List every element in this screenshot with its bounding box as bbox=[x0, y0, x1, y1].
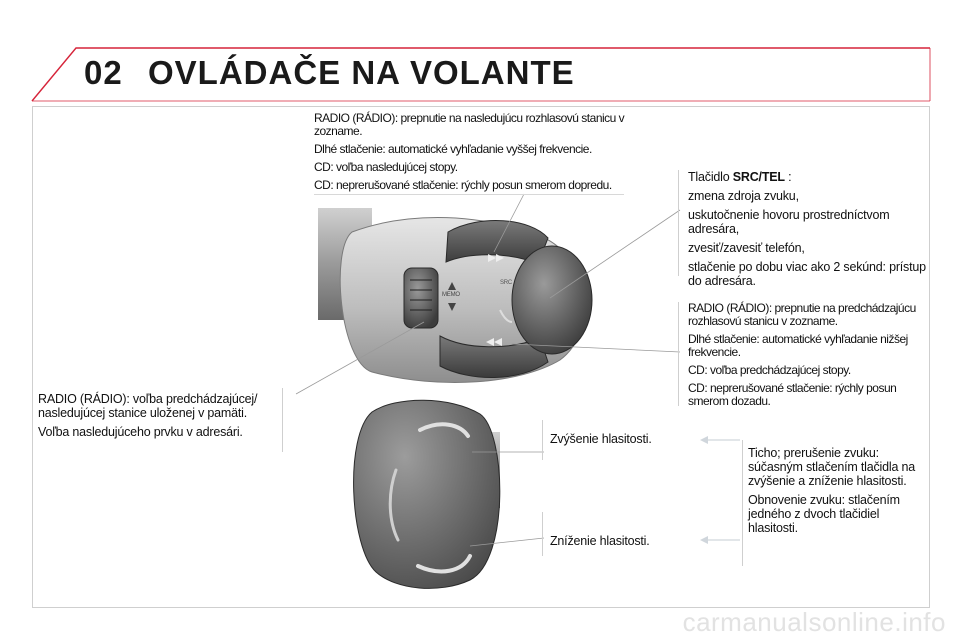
volume-down-rule bbox=[542, 512, 543, 556]
memo-label: MEMO bbox=[442, 292, 460, 298]
mute-text: Ticho; prerušenie zvuku: súčasným stlačením tlačidla na zvýšenie a zníženie hlasitosti. bbox=[748, 446, 915, 488]
previous-station-text: RADIO (RÁDIO): prepnutie na predchádzajúcu rozhlasovú stanicu v zozname. bbox=[688, 301, 916, 328]
src-tel-description bbox=[688, 170, 926, 293]
chapter-number: 02 bbox=[84, 54, 123, 91]
src-tel-change-source: zmena zdroja zvuku, bbox=[688, 189, 799, 203]
src-tel-rule bbox=[678, 170, 679, 276]
volume-down-label: Zníženie hlasitosti. bbox=[550, 534, 650, 548]
src-label: SRC bbox=[500, 280, 513, 286]
next-station-description bbox=[314, 112, 646, 197]
next-track-text: CD: voľba nasledujúcej stopy. bbox=[314, 160, 458, 174]
src-tel-answer: zvesiť/zavesiť telefón, bbox=[688, 241, 805, 255]
memo-wheel-text: RADIO (RÁDIO): voľba predchádzajúcej/ nasledujúcej stanice uloženej v pamäti. bbox=[38, 392, 258, 420]
wheel-rule bbox=[282, 388, 283, 452]
fast-forward-text: CD: neprerušované stlačenie: rýchly posun smerom dopredu. bbox=[314, 178, 612, 192]
src-tel-heading bbox=[688, 170, 926, 184]
page-title: OVLÁDAČE NA VOLANTE bbox=[148, 54, 575, 91]
previous-station-description bbox=[688, 302, 928, 413]
watermark: carmanualsonline.info bbox=[682, 607, 946, 637]
src-tel-button-name: SRC/TEL bbox=[732, 170, 785, 184]
src-tel-long-press: stlačenie po dobu viac ako 2 sekúnd: prístup do adresára. bbox=[688, 260, 926, 288]
src-tel-knob bbox=[512, 246, 592, 354]
mute-rule bbox=[742, 440, 743, 566]
src-tel-prefix: Tlačidlo bbox=[688, 170, 733, 184]
memo-roller bbox=[404, 268, 438, 328]
unmute-text: Obnovenie zvuku: stlačením jedného z dvoch tlačidiel hlasitosti. bbox=[748, 493, 900, 535]
previous-track-text: CD: voľba predchádzajúcej stopy. bbox=[688, 363, 851, 377]
volume-up-label: Zvýšenie hlasitosti. bbox=[550, 432, 652, 446]
next-station-text: RADIO (RÁDIO): prepnutie na nasledujúcu rozhlasovú stanicu v zozname. bbox=[314, 111, 625, 138]
rewind-text: CD: neprerušované stlačenie: rýchly posun smerom dozadu. bbox=[688, 381, 897, 408]
next-station-long-press: Dlhé stlačenie: automatické vyhľadanie vyššej frekvencie. bbox=[314, 142, 592, 156]
src-tel-call: uskutočnenie hovoru prostredníctvom adresára, bbox=[688, 208, 890, 236]
mute-description bbox=[748, 446, 928, 540]
memo-wheel-description bbox=[38, 392, 278, 444]
radio-prev-rule bbox=[678, 302, 679, 406]
src-tel-suffix: : bbox=[784, 170, 792, 184]
previous-station-long-press: Dlhé stlačenie: automatické vyhľadanie nižšej frekvencie. bbox=[688, 332, 908, 359]
volume-up-rule bbox=[542, 420, 543, 460]
memo-wheel-directory: Voľba nasledujúceho prvku v adresári. bbox=[38, 425, 243, 439]
